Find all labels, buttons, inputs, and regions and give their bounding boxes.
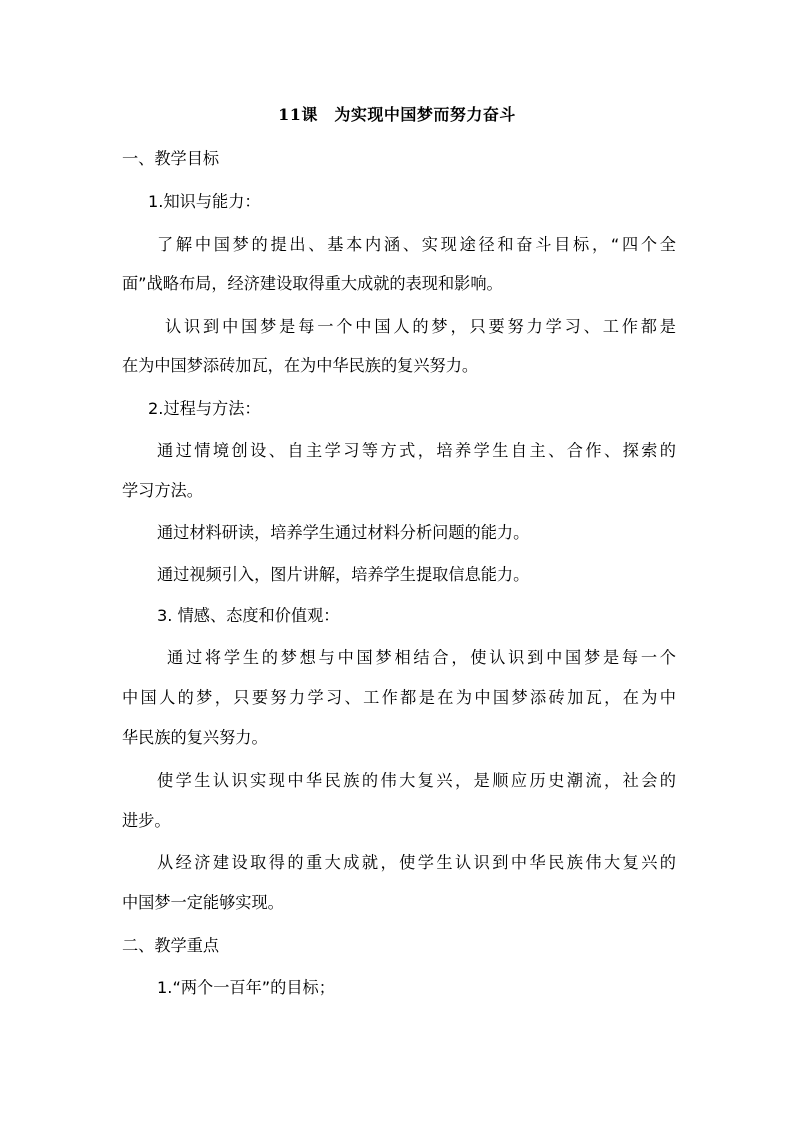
document-title: 11课 为实现中国梦而努力奋斗 [278,105,516,124]
paragraph-line: 通过将学生的梦想与中国梦相结合，使认识到中国梦是每一个 [167,648,676,667]
paragraph-line: 从经济建设取得的重大成就，使学生认识到中华民族伟大复兴的 [157,853,676,872]
paragraph-line: 华民族的复兴努力。 [122,728,268,747]
paragraph-line: 通过材料研读，培养学生通过材料分析问题的能力。 [157,523,530,542]
list-item: 1.“两个一百年”的目标； [157,978,335,997]
paragraph-line: 学习方法。 [122,481,203,500]
paragraph-line: 认识到中国梦是每一个中国人的梦，只要努力学习、工作都是 [165,317,676,336]
paragraph-line: 了解中国梦的提出、基本内涵、实现途径和奋斗目标，“四个全 [157,235,676,254]
paragraph-line: 在为中国梦添砖加瓦，在为中华民族的复兴努力。 [122,356,479,375]
subheading-values: 3. 情感、态度和价值观： [157,606,340,625]
paragraph-line: 面”战略布局，经济建设取得重大成就的表现和影响。 [122,274,503,293]
paragraph-line: 通过视频引入，图片讲解，培养学生提取信息能力。 [157,565,530,584]
paragraph-line: 中国梦一定能够实现。 [122,893,284,912]
section-heading-objectives: 一、教学目标 [122,149,220,168]
paragraph-line: 进步。 [122,811,171,830]
subheading-process: 2.过程与方法： [148,399,261,418]
paragraph-line: 通过情境创设、自主学习等方式，培养学生自主、合作、探索的 [157,441,676,460]
paragraph-line: 中国人的梦，只要努力学习、工作都是在为中国梦添砖加瓦，在为中 [122,688,676,707]
section-heading-key-points: 二、教学重点 [122,936,220,955]
subheading-knowledge: 1.知识与能力： [148,192,261,211]
paragraph-line: 使学生认识实现中华民族的伟大复兴，是顺应历史潮流，社会的 [157,771,676,790]
